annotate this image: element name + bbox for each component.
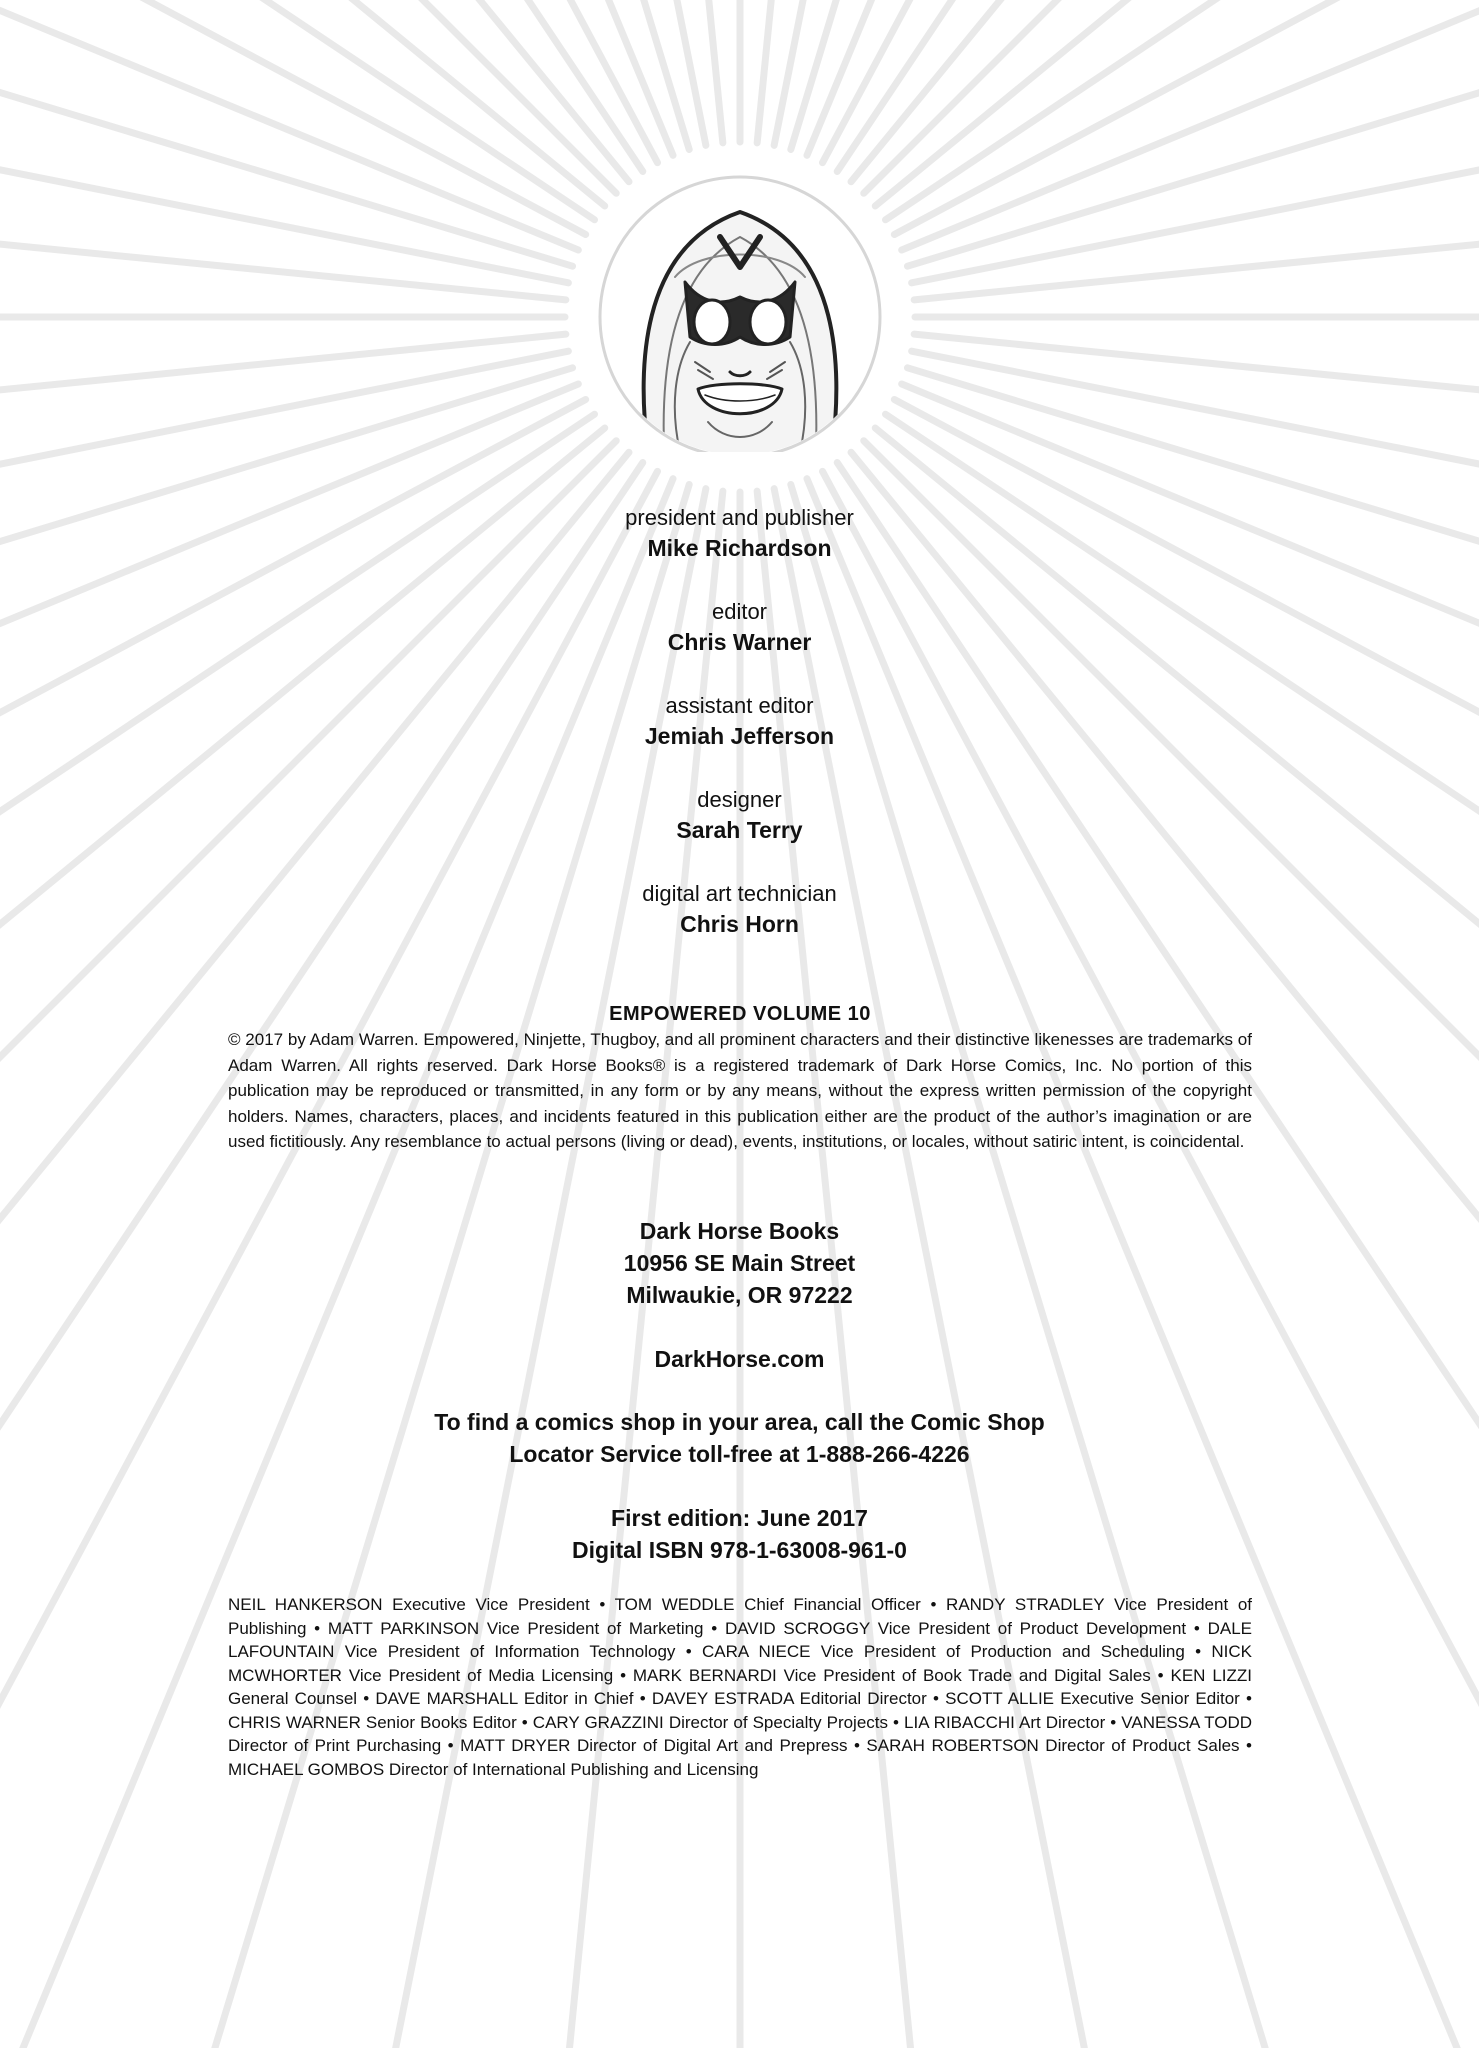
- edition-info: [0, 1502, 1479, 1566]
- publisher-name: Dark Horse Books: [639, 1218, 840, 1244]
- sunburst-ray: [0, 0, 605, 206]
- sunburst-ray: [902, 0, 1479, 250]
- sunburst-ray: [875, 0, 1479, 206]
- sunburst-ray: [807, 0, 1479, 155]
- credit-publisher: [0, 502, 1479, 564]
- heroine-portrait-icon: [580, 167, 900, 452]
- credit-name: Mike Richardson: [647, 535, 832, 561]
- credit-assistant-editor: [0, 690, 1479, 752]
- credit-name: Jemiah Jefferson: [644, 723, 835, 749]
- publisher-street: 10956 SE Main Street: [623, 1250, 856, 1276]
- credit-role: president and publisher: [625, 505, 854, 530]
- credit-editor: [0, 596, 1479, 658]
- publisher-website: DarkHorse.com: [654, 1346, 825, 1372]
- shop-locator: [0, 1406, 1479, 1470]
- book-title: EMPOWERED VOLUME 10: [609, 1003, 871, 1025]
- publisher-city: Milwaukie, OR 97222: [626, 1282, 853, 1308]
- credit-role: editor: [711, 599, 768, 624]
- credit-name: Sarah Terry: [676, 817, 803, 843]
- isbn: Digital ISBN 978-1-63008-961-0: [572, 1537, 907, 1563]
- first-edition: First edition: June 2017: [611, 1505, 868, 1531]
- staff-list: NEIL HANKERSON Executive Vice President • TOM WEDDLE Chief Financial Officer • RANDY STRADLEY Vice President of Publishing • MATT PARKINSON Vice President of Marketing • DAVID SCROGGY Vice President of Product Development • DALE LAFOUNTAIN Vice President of Information Technology • CARA NIECE Vice President of Production and Scheduling • NICK MCWHORTER Vice President of Media Licensing • MARK BERNARDI Vice President of Book Trade and Digital Sales • KEN LIZZI General Counsel • DAVE MARSHALL Editor in Chief • DAVEY ESTRADA Editorial Director • SCOTT ALLIE Executive Senior Editor • CHRIS WARNER Senior Books Editor • CARY GRAZZINI Director of Specialty Projects • LIA RIBACCHI Art Director • VANESSA TODD Director of Print Purchasing • MATT DRYER Director of Digital Art and Prepress • SARAH ROBERTSON Director of Product Sales • MICHAEL GOMBOS Director of International Publishing and Licensing: [228, 1595, 1252, 1779]
- credit-role: designer: [697, 787, 782, 812]
- credit-role: digital art technician: [642, 881, 837, 906]
- shop-locator-line: To find a comics shop in your area, call the Comic Shop: [434, 1409, 1045, 1435]
- copyright-text: © 2017 by Adam Warren. Empowered, Ninjette, Thugboy, and all prominent characters and their distinctive likenesses are trademarks of Adam Warren. All rights reserved. Dark Horse Books® is a registered trademark of Dark Horse Comics, Inc. No portion of this publication may be reproduced or transmitted, in any form or by any means, without the express written permission of the copyright holders. Names, characters, places, and incidents featured in this publication either are the product of the author’s imagination or are used fictitiously. Any resemblance to actual persons (living or dead), events, institutions, or locales, without satiric intent, is coincidental.: [228, 1030, 1252, 1151]
- credit-name: Chris Warner: [667, 629, 812, 655]
- legal-notice: [228, 1001, 1252, 1155]
- shop-locator-line: Locator Service toll-free at 1-888-266-4226: [509, 1441, 970, 1467]
- sunburst-ray: [0, 0, 673, 155]
- publisher-address: [0, 1215, 1479, 1311]
- sunburst-ray: [0, 0, 578, 250]
- credits-section: [0, 502, 1479, 972]
- credit-digital-art: [0, 878, 1479, 940]
- credit-name: Chris Horn: [680, 911, 799, 937]
- credit-role: assistant editor: [665, 693, 814, 718]
- credit-designer: [0, 784, 1479, 846]
